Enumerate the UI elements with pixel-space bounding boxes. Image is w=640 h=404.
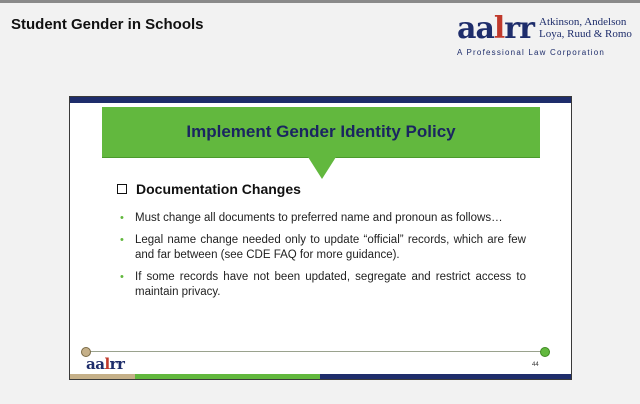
footer-logo <box>86 355 124 373</box>
footer-stripe-green <box>135 374 320 379</box>
brand-tagline: A Professional Law Corporation <box>457 48 606 57</box>
footer-stripe <box>70 374 571 379</box>
brand-name-line1: Atkinson, Andelson <box>539 16 627 28</box>
slide-banner-title: Implement Gender Identity Policy <box>186 122 456 141</box>
slide-top-bar <box>70 97 571 103</box>
brand-name <box>539 16 639 40</box>
footer-dot-right-icon <box>540 347 550 357</box>
slide-banner <box>102 107 540 158</box>
brand-logo-block <box>457 10 635 58</box>
checkbox-icon <box>117 184 127 194</box>
brand-logo-right: rr <box>504 11 534 46</box>
page-number: 44 <box>532 362 539 368</box>
bullet-list <box>120 211 526 307</box>
list-item-text: Must change all documents to preferred name and pronoun as follows… <box>135 212 503 224</box>
bullet-dot-icon: • <box>120 234 124 246</box>
slide-panel <box>69 96 572 380</box>
footer-stripe-navy <box>320 374 571 379</box>
footer-logo-left: aa <box>86 355 105 373</box>
list-item <box>120 270 526 300</box>
bullet-dot-icon: • <box>120 212 124 224</box>
list-item-text: Legal name change needed only to update “official” records, which are few and far between (see CDE FAQ for more guidance). <box>135 234 526 261</box>
down-arrow-icon <box>308 157 336 179</box>
brand-logo <box>457 12 534 46</box>
section-title: Documentation Changes <box>136 181 301 197</box>
footer-divider <box>86 351 550 352</box>
footer-logo-right: rr <box>109 355 125 373</box>
list-item <box>120 233 526 263</box>
brand-name-line2: Loya, Ruud & Romo <box>539 28 632 40</box>
section-heading <box>117 181 301 197</box>
bullet-dot-icon: • <box>120 271 124 283</box>
footer-stripe-tan <box>70 374 135 379</box>
brand-logo-left: aa <box>457 11 494 46</box>
list-item <box>120 211 526 226</box>
top-bar <box>0 0 640 3</box>
list-item-text: If some records have not been updated, segregate and restrict access to maintain privacy. <box>135 271 526 298</box>
brand-logo-mid: l <box>493 11 505 46</box>
page-title: Student Gender in Schools <box>11 16 204 33</box>
footer-logo-mid: l <box>104 355 110 373</box>
